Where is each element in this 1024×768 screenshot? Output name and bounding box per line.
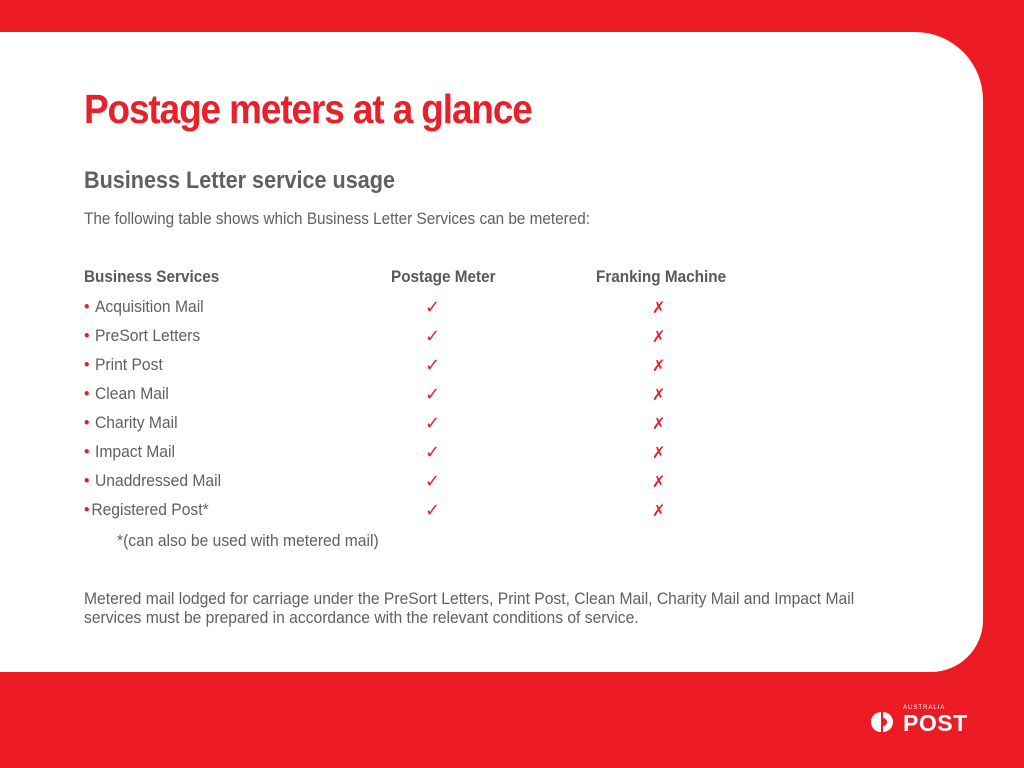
table-row — [0, 471, 983, 500]
service-name: • Clean Mail — [84, 384, 169, 403]
service-name: • Unaddressed Mail — [84, 471, 222, 490]
check-icon: ✓ — [425, 326, 441, 346]
cross-icon: ✗ — [652, 416, 666, 433]
table-row — [0, 297, 983, 326]
table-footnote: *(can also be used with metered mail) — [117, 531, 379, 550]
cross-icon: ✗ — [652, 474, 666, 491]
australia-post-logo — [870, 705, 974, 735]
cross-icon: ✗ — [652, 445, 666, 462]
service-name: • Impact Mail — [84, 442, 175, 461]
outro-text: Metered mail lodged for carriage under the PreSort Letters, Print Post, Clean Mail, Charity Mail and Impact Mail services must be prepared in accordance with the relevant conditions of service. — [84, 589, 855, 627]
service-name: • Charity Mail — [84, 413, 178, 432]
bullet-icon: • — [84, 355, 90, 374]
table-row — [0, 355, 983, 384]
check-icon: ✓ — [425, 297, 441, 317]
slide-subtitle: Business Letter service usage — [84, 167, 395, 194]
check-icon: ✓ — [425, 471, 441, 491]
table-row — [0, 442, 983, 471]
bullet-icon: • — [84, 471, 90, 490]
table-row — [0, 413, 983, 442]
bullet-icon: • — [84, 442, 90, 461]
table-row — [0, 326, 983, 355]
header-business-services: Business Services — [84, 267, 220, 286]
bullet-icon: • — [84, 500, 90, 519]
header-franking-machine: Franking Machine — [596, 267, 727, 286]
cross-icon: ✗ — [652, 329, 666, 346]
logo-wordmark: POST — [903, 710, 968, 736]
cross-icon: ✗ — [652, 300, 666, 317]
service-name: • Acquisition Mail — [84, 297, 204, 316]
cross-icon: ✗ — [652, 387, 666, 404]
australia-post-logo-icon — [870, 710, 894, 734]
check-icon: ✓ — [425, 500, 441, 520]
header-postage-meter: Postage Meter — [391, 267, 496, 286]
service-name: • Registered Post* — [84, 500, 209, 519]
bullet-icon: • — [84, 384, 90, 403]
service-name: • Print Post — [84, 355, 163, 374]
check-icon: ✓ — [425, 413, 441, 433]
bullet-icon: • — [84, 297, 90, 316]
cross-icon: ✗ — [652, 358, 666, 375]
intro-text: The following table shows which Business Letter Services can be metered: — [84, 209, 591, 228]
check-icon: ✓ — [425, 442, 441, 462]
bullet-icon: • — [84, 326, 90, 345]
table-row — [0, 384, 983, 413]
bullet-icon: • — [84, 413, 90, 432]
cross-icon: ✗ — [652, 503, 666, 520]
check-icon: ✓ — [425, 384, 441, 404]
service-name: • PreSort Letters — [84, 326, 201, 345]
slide-title: Postage meters at a glance — [84, 86, 532, 132]
check-icon: ✓ — [425, 355, 441, 375]
logo-country-text: AUSTRALIA — [903, 705, 946, 711]
table-row — [0, 500, 983, 529]
